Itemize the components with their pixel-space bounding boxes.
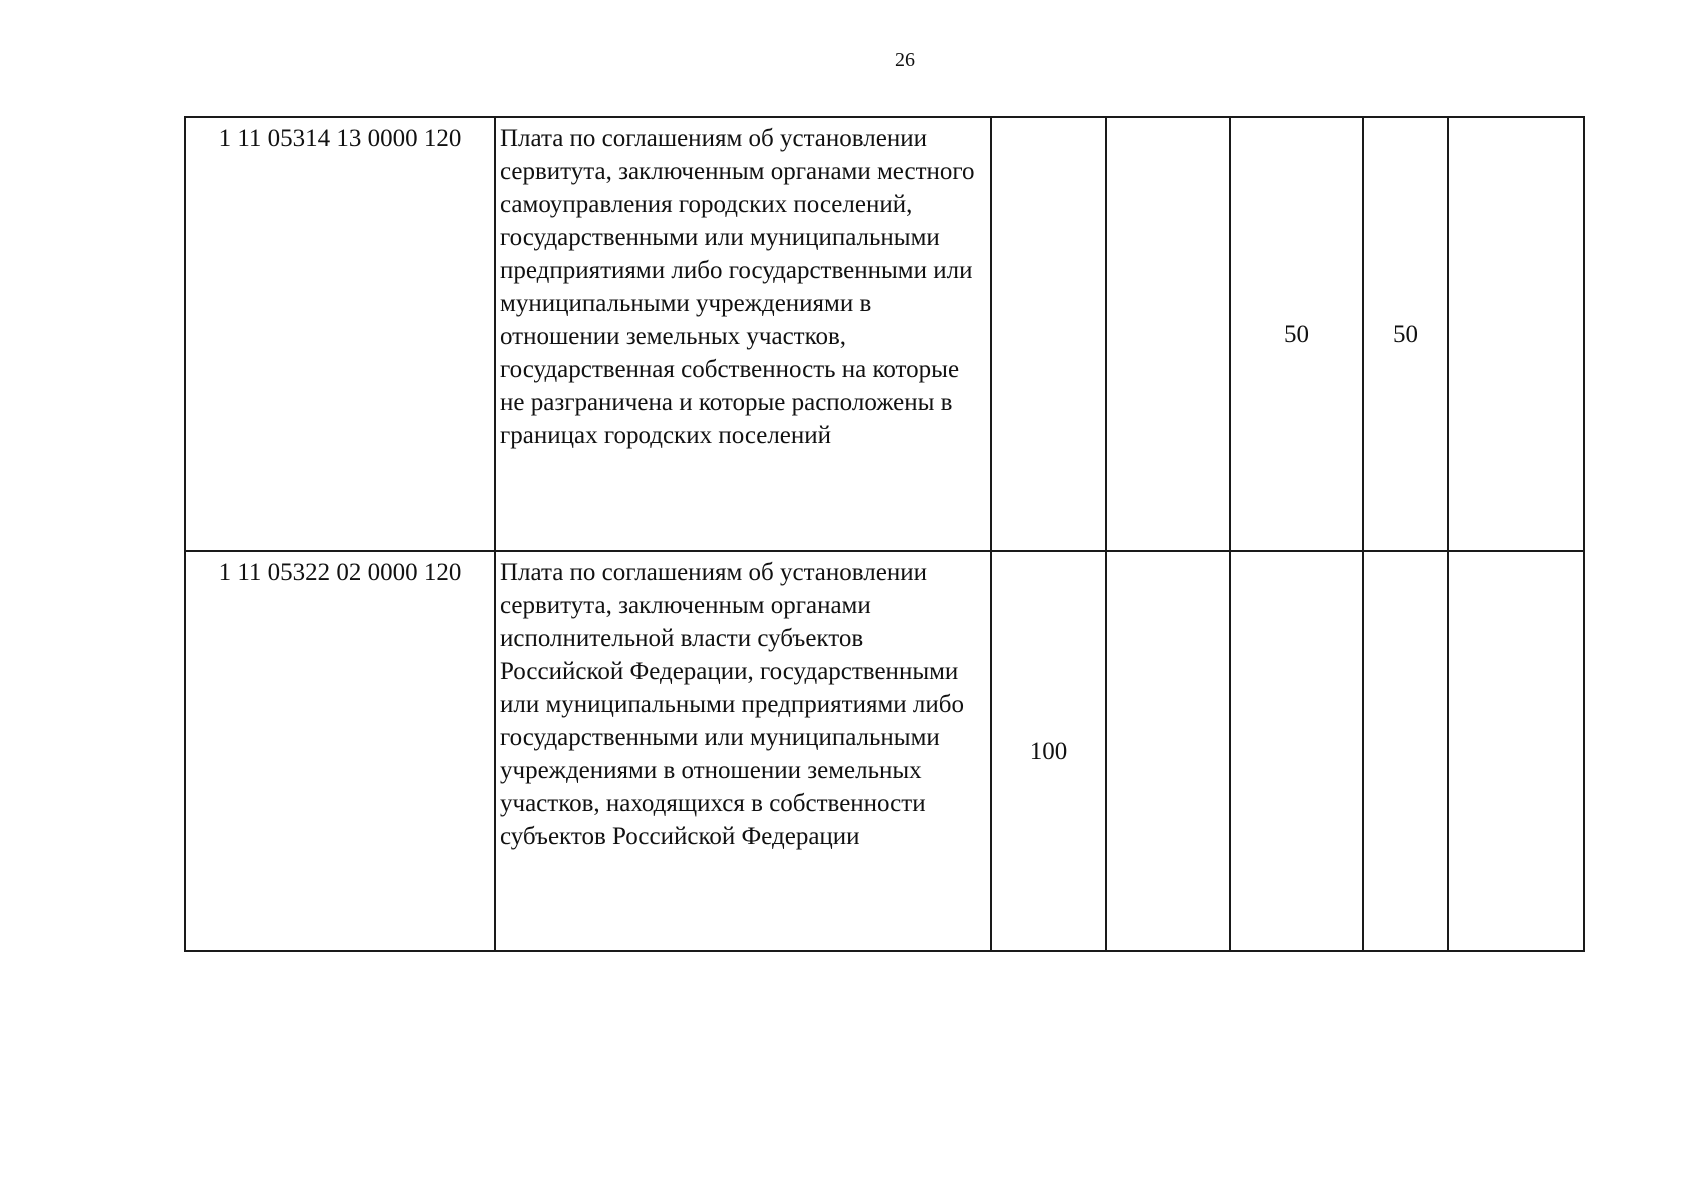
value-cell [1106,551,1230,951]
value-cell [1106,117,1230,551]
table-row [185,117,1584,551]
description-cell: Плата по соглашениям об установлении сервитута, заключенным органами исполнительной власти субъектов Российской Федерации, государственными или муниципальными предприятиями либо государственными или муниципальными учреждениями в отношении земельных участков, находящихся в собственности субъектов Российской Федерации [495,551,991,951]
value-cell [1448,551,1584,951]
budget-code-cell: 1 11 05322 02 0000 120 [185,551,495,951]
value-cell: 50 [1230,117,1363,551]
description-cell: Плата по соглашениям об установлении сервитута, заключенным органами местного самоуправления городских поселений, государственными или муниципальными предприятиями либо государственными или муниципальными учреждениями в отношении земельных участков, государственная собственность на которые не разграничена и которые расположены в границах городских поселений [495,117,991,551]
value-cell: 100 [991,551,1106,951]
value-cell [1363,551,1448,951]
budget-code-cell: 1 11 05314 13 0000 120 [185,117,495,551]
value-cell [991,117,1106,551]
table-row [185,551,1584,951]
value-cell [1448,117,1584,551]
value-cell [1230,551,1363,951]
revenue-table [184,116,1585,952]
page-number: 26 [895,49,915,71]
value-cell: 50 [1363,117,1448,551]
